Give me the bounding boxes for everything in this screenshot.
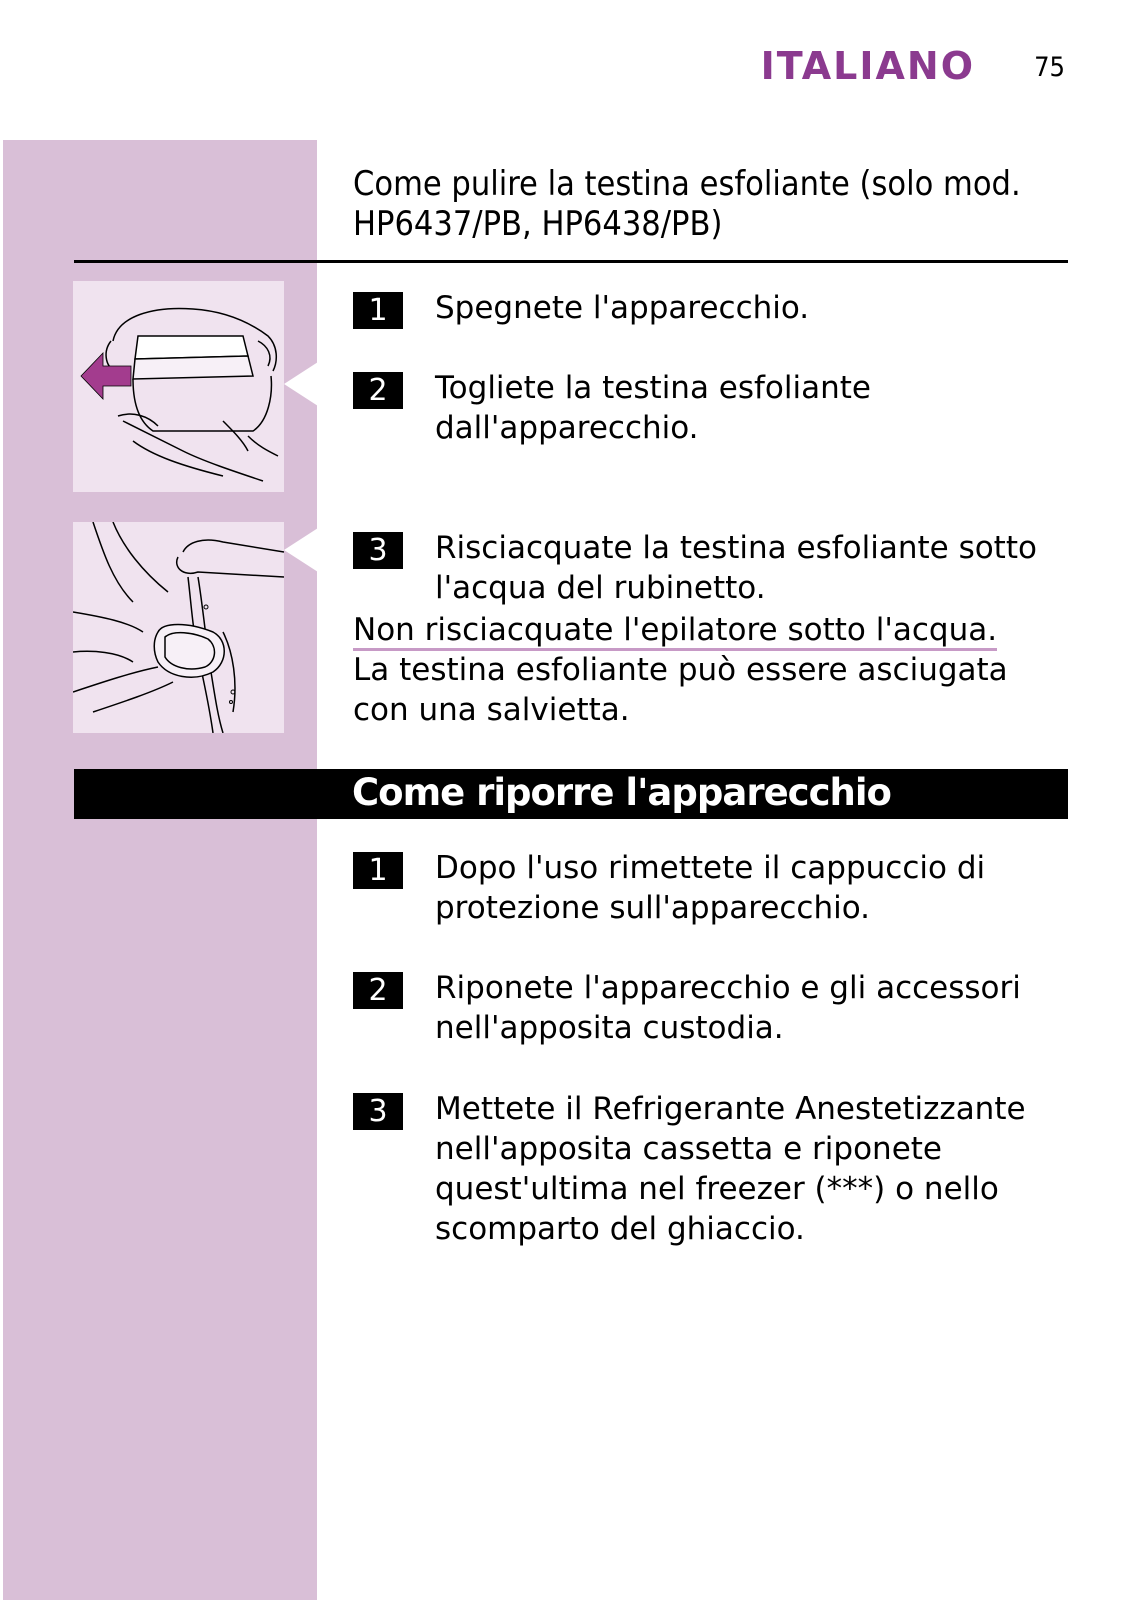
illustration-pointer xyxy=(284,528,318,572)
step-item xyxy=(353,968,1073,1048)
step-text: Spegnete l'apparecchio. xyxy=(435,290,810,326)
step-number: 3 xyxy=(353,532,403,569)
language-header: ITALIANO xyxy=(760,44,975,88)
step-item xyxy=(353,288,1073,328)
remove-head-icon xyxy=(73,281,284,492)
step-number: 1 xyxy=(353,292,403,329)
step-number: 2 xyxy=(353,972,403,1009)
step-number: 1 xyxy=(353,852,403,889)
step-text: Dopo l'uso rimettete il cappuccio di protezione sull'apparecchio. xyxy=(435,850,986,926)
step-number: 3 xyxy=(353,1093,403,1130)
step-item xyxy=(353,528,1073,608)
step-text: Risciacquate la testina esfoliante sotto l'acqua del rubinetto. xyxy=(435,530,1037,606)
step-item xyxy=(353,848,1073,928)
remove-head-illustration xyxy=(73,281,284,492)
step-item xyxy=(353,1089,1073,1249)
page-number: 75 xyxy=(1034,52,1065,83)
rinse-head-icon xyxy=(73,522,284,733)
section-title-storage: Come riporre l'apparecchio xyxy=(352,771,891,814)
step-text: Riponete l'apparecchio e gli accessori nell'apposita custodia. xyxy=(435,970,1021,1046)
section-rule xyxy=(74,260,1068,263)
step-text: Mettete il Refrigerante Anestetizzante nell'apposita cassetta e riponete quest'ultima nel freezer (***) o nello scomparto del ghiaccio. xyxy=(435,1091,1026,1247)
warning-underlined: Non risciacquate l'epilatore sotto l'acqua. xyxy=(353,612,997,651)
step-item xyxy=(353,368,1073,448)
note-text: La testina esfoliante può essere asciugata con una salvietta. xyxy=(353,652,1008,728)
illustration-pointer xyxy=(284,362,318,406)
rinse-head-illustration xyxy=(73,522,284,733)
section-banner xyxy=(74,769,1068,819)
section-title-cleaning: Come pulire la testina esfoliante (solo mod. HP6437/PB, HP6438/PB) xyxy=(353,164,1021,244)
warning-text xyxy=(353,610,1073,651)
step-text: Togliete la testina esfoliante dall'apparecchio. xyxy=(435,370,871,446)
step-number: 2 xyxy=(353,372,403,409)
